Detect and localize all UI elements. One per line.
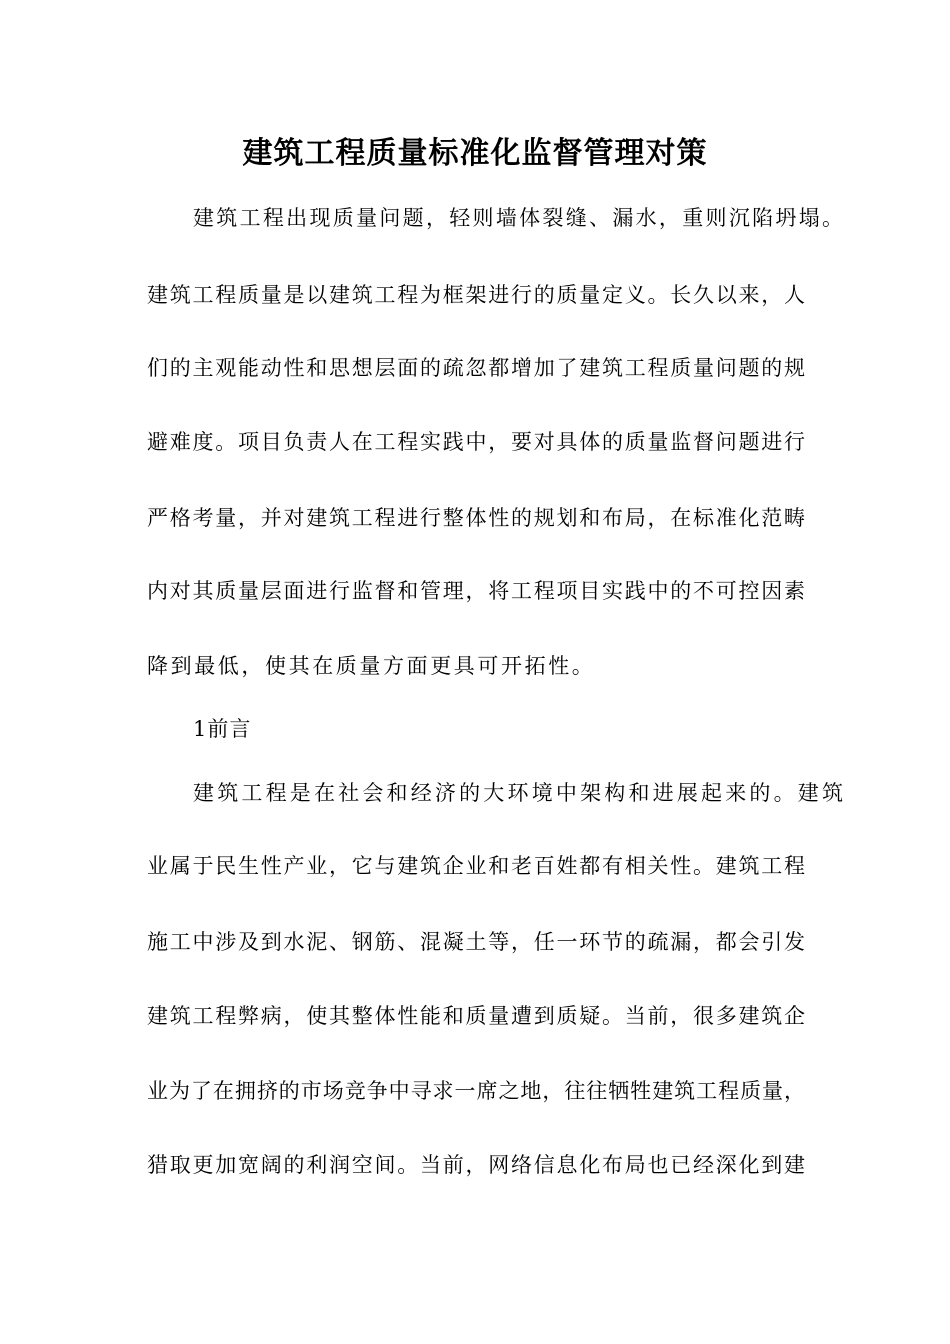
paragraph-1-line-2: 建筑工程质量是以建筑工程为框架进行的质量定义。长久以来，人 xyxy=(147,283,805,307)
paragraph-2-line-6: 猎取更加宽阔的利润空间。当前，网络信息化布局也已经深化到建 xyxy=(147,1153,805,1177)
section-heading-introduction: 1前言 xyxy=(193,717,252,741)
paragraph-2-line-5: 业为了在拥挤的市场竞争中寻求一席之地，往往牺牲建筑工程质量， xyxy=(147,1079,805,1103)
paragraph-1-line-5: 严格考量，并对建筑工程进行整体性的规划和布局，在标准化范畴 xyxy=(147,506,805,530)
document-title: 建筑工程质量标准化监督管理对策 xyxy=(242,136,708,171)
paragraph-2-line-2: 业属于民生性产业，它与建筑企业和老百姓都有相关性。建筑工程 xyxy=(147,854,805,878)
paragraph-1-line-6: 内对其质量层面进行监督和管理，将工程项目实践中的不可控因素 xyxy=(147,579,805,603)
paragraph-2-line-1: 建筑工程是在社会和经济的大环境中架构和进展起来的。建筑 xyxy=(193,781,843,805)
paragraph-1-line-7: 降到最低，使其在质量方面更具可开拓性。 xyxy=(147,654,596,678)
paragraph-2-line-3: 施工中涉及到水泥、钢筋、混凝土等，任一环节的疏漏，都会引发 xyxy=(147,930,805,954)
paragraph-2-line-4: 建筑工程弊病，使其整体性能和质量遭到质疑。当前，很多建筑企 xyxy=(147,1004,805,1028)
paragraph-1-line-4: 避难度。项目负责人在工程实践中，要对具体的质量监督问题进行 xyxy=(147,430,805,454)
paragraph-1-line-3: 们的主观能动性和思想层面的疏忽都增加了建筑工程质量问题的规 xyxy=(147,356,805,380)
paragraph-1-line-1: 建筑工程出现质量问题，轻则墙体裂缝、漏水，重则沉陷坍塌。 xyxy=(193,206,843,230)
